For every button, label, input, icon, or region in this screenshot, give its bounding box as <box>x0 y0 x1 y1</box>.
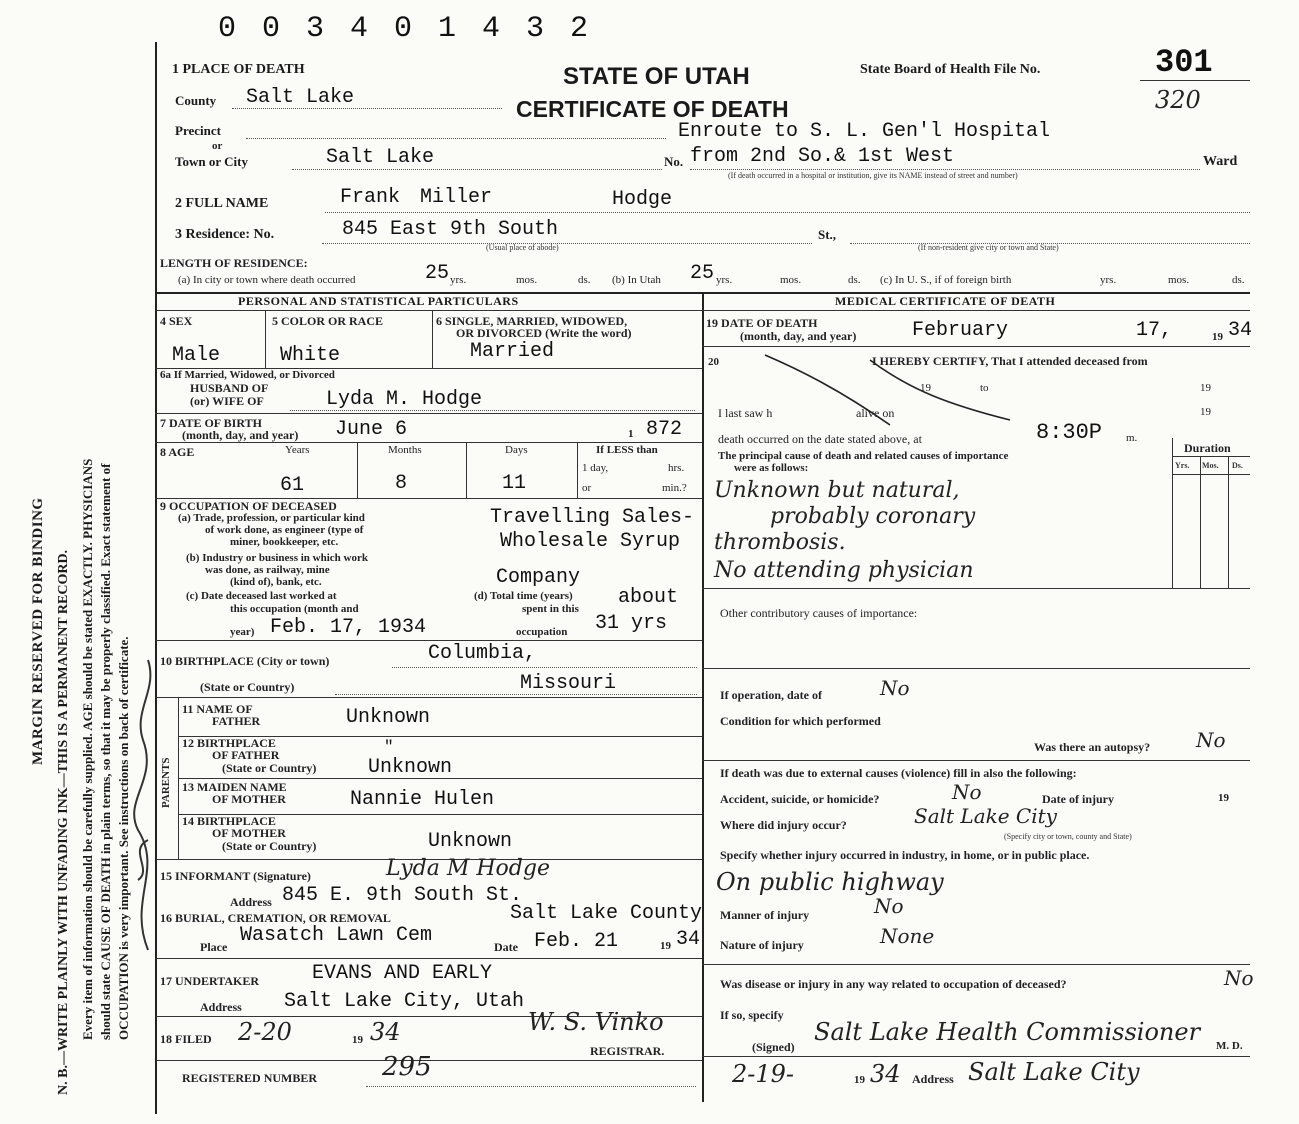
principal-cause-label-1: The principal cause of death and related causes of importance <box>718 450 1009 462</box>
informant-signature: Lyda M Hodge <box>386 856 550 881</box>
mother-label-2: OF MOTHER <box>212 792 286 806</box>
residence-label: 3 Residence: No. <box>175 227 275 242</box>
mother-birthplace-label-3: (State or Country) <box>222 839 317 853</box>
burial-label: 16 BURIAL, CREMATION, OR REMOVAL <box>160 911 391 925</box>
operation-label: If operation, date of <box>720 688 822 702</box>
nature-value: None <box>880 924 935 948</box>
time-of-death: 8:30P <box>1036 420 1103 445</box>
sign-year-prefix: 19 <box>854 1074 865 1086</box>
marital-label-1: 6 SINGLE, MARRIED, WIDOWED, <box>436 314 628 328</box>
autopsy-value: No <box>1196 728 1226 752</box>
town-value: Salt Lake <box>326 146 435 169</box>
dob-label-1: 7 DATE OF BIRTH <box>160 416 262 430</box>
specify-value: On public highway <box>716 868 944 896</box>
yrs-label-a: yrs. <box>450 274 467 286</box>
length-residence-c-label: (c) In U. S., if of foreign birth <box>880 274 1012 286</box>
length-residence-b-value: 25 <box>690 262 715 285</box>
occupation-d-value-1: about <box>618 586 679 609</box>
spouse-value: Lyda M. Hodge <box>326 388 483 411</box>
father-label-1: 11 NAME OF <box>182 702 253 716</box>
marital-label-2: OR DIVORCED (Write the word) <box>456 326 632 340</box>
county-label: County <box>175 93 217 108</box>
duration-yrs: Yrs. <box>1175 461 1190 470</box>
external-label: If death was due to external causes (violence) fill in also the following: <box>720 766 1077 780</box>
related-label: Was disease or injury in any way related to occupation of deceased? <box>720 977 1067 991</box>
age-years-value: 61 <box>280 474 305 497</box>
spouse-label-2: HUSBAND OF <box>190 381 269 395</box>
occupation-a-1: (a) Trade, profession, or particular kind <box>178 512 365 524</box>
margin-instruction-3: OCCUPATION is very important. See instructions on back of certificate. <box>116 636 131 1040</box>
filed-year-prefix: 19 <box>352 1034 363 1046</box>
occupation-b-value-1: Wholesale Syrup <box>500 530 681 553</box>
sign-address-label: Address <box>912 1072 954 1086</box>
date-of-injury-year: 19 <box>1218 792 1229 804</box>
residence-value: 845 East 9th South <box>342 218 559 241</box>
burial-year: 34 <box>676 928 701 951</box>
accident-value: No <box>952 780 982 804</box>
registered-number-value: 295 <box>382 1052 432 1082</box>
occupation-b-3: (kind of), bank, etc. <box>230 576 322 588</box>
burial-date: Feb. 21 <box>534 930 619 953</box>
residence-nonres-note: (If non-resident give city or town and State) <box>918 243 1059 252</box>
birthplace-label: 10 BIRTHPLACE (City or town) <box>160 654 330 668</box>
alive-on-year: 19 <box>1200 406 1211 418</box>
related-value: No <box>1224 966 1254 990</box>
age-days-label: Days <box>505 444 528 456</box>
mother-label-1: 13 MAIDEN NAME <box>182 780 287 794</box>
attended-to-label: to <box>980 382 989 394</box>
mother-birthplace-label-2: OF MOTHER <box>212 826 286 840</box>
residence-st-label: St., <box>818 227 837 242</box>
full-name-middle: Miller <box>420 186 493 209</box>
condition-label: Condition for which performed <box>720 714 881 728</box>
ward-label: Ward <box>1203 154 1238 169</box>
occupation-d-3: occupation <box>516 626 568 638</box>
last-saw-label: I last saw h <box>718 406 773 420</box>
or-label: or <box>212 140 223 152</box>
occupation-label: 9 OCCUPATION OF DECEASED <box>160 499 337 513</box>
undertaker-address-label: Address <box>200 1000 242 1014</box>
where-injury-label: Where did injury occur? <box>720 818 847 832</box>
sign-date: 2-19- <box>732 1060 795 1088</box>
cause-line-4: No attending physician <box>714 558 974 583</box>
manner-label: Manner of injury <box>720 908 810 922</box>
full-name-first: Frank <box>340 186 401 209</box>
personal-section-title: PERSONAL AND STATISTICAL PARTICULARS <box>238 294 519 308</box>
father-birthplace-value: Unknown <box>368 756 453 779</box>
birthplace-state: Missouri <box>520 672 617 695</box>
burial-date-label: Date <box>494 940 518 954</box>
father-birthplace-label-1: 12 BIRTHPLACE <box>182 736 276 750</box>
color-value: White <box>280 344 341 367</box>
margin-instruction-2: should state CAUSE OF DEATH in plain terms, so that it may be properly classified. Exact statement of <box>98 463 113 1040</box>
date-of-death-day: 17, <box>1136 319 1173 342</box>
occupation-d-2: spent in this <box>522 603 579 615</box>
duration-label: Duration <box>1184 441 1231 455</box>
occupation-a-2: of work done, as engineer (type of <box>205 524 364 536</box>
occupation-b-1: (b) Industry or business in which work <box>186 552 368 564</box>
attended-strike <box>760 350 1060 430</box>
dob-label-2: (month, day, and year) <box>182 428 299 442</box>
date-of-injury-label: Date of injury <box>1042 792 1114 806</box>
birthplace-city: Columbia, <box>428 642 537 665</box>
occupation-c-1: (c) Date deceased last worked at <box>186 590 337 602</box>
attended-to-year: 19 <box>1200 382 1211 394</box>
age-less-or: or <box>582 482 592 494</box>
age-days-value: 11 <box>502 472 527 495</box>
nature-label: Nature of injury <box>720 938 804 952</box>
burial-place: Wasatch Lawn Cem <box>240 924 433 947</box>
age-months-label: Months <box>388 444 422 456</box>
principal-cause-label-2: were as follows: <box>734 462 809 474</box>
parents-side-label: PARENTS <box>160 757 172 808</box>
mother-value: Nannie Hulen <box>350 788 495 811</box>
hospital-line-1: Enroute to S. L. Gen'l Hospital <box>678 120 1051 143</box>
full-name-label: 2 FULL NAME <box>175 196 269 211</box>
contributory-label: Other contributory causes of importance: <box>720 606 918 620</box>
occupation-c-value: Feb. 17, 1934 <box>270 616 427 639</box>
specify-label: Specify whether injury occurred in industry, in home, or in public place. <box>720 848 1090 862</box>
undertaker-name: EVANS AND EARLY <box>312 962 493 985</box>
date-of-death-label-2: (month, day, and year) <box>740 329 857 343</box>
registrar-signature: W. S. Vinko <box>528 1008 664 1036</box>
ds-label-b: ds. <box>848 274 861 286</box>
precinct-label: Precinct <box>175 123 221 138</box>
age-months-value: 8 <box>395 472 408 495</box>
ds-label-c: ds. <box>1232 274 1245 286</box>
certificate-title: CERTIFICATE OF DEATH <box>516 96 789 122</box>
town-label: Town or City <box>175 154 248 169</box>
manner-value: No <box>874 894 904 918</box>
occupation-a-3: miner, bookkeeper, etc. <box>230 536 339 548</box>
dob-year-prefix: 1 <box>628 428 634 440</box>
spouse-label-1: 6a If Married, Widowed, or Divorced <box>160 369 335 381</box>
length-residence-a-label: (a) In city or town where death occurred <box>178 274 356 286</box>
state-title: STATE OF UTAH <box>563 63 750 90</box>
file-no-value: 301 <box>1155 44 1213 81</box>
date-of-death-year-prefix: 19 <box>1212 331 1223 343</box>
length-residence-a-value: 25 <box>425 262 450 285</box>
date-of-death-year: 34 <box>1228 319 1253 342</box>
ds-label-a: ds. <box>578 274 591 286</box>
registrar-label: REGISTRAR. <box>590 1044 665 1058</box>
age-less-hrs: hrs. <box>668 462 685 474</box>
occupation-d-1: (d) Total time (years) <box>474 590 573 602</box>
dob-month-day: June 6 <box>335 418 408 441</box>
sex-value: Male <box>172 344 221 367</box>
length-residence-label: LENGTH OF RESIDENCE: <box>160 256 308 270</box>
sign-address-value: Salt Lake City <box>968 1058 1140 1086</box>
filed-label: 18 FILED <box>160 1032 212 1046</box>
occupation-c-3: year) <box>230 626 255 638</box>
occupation-a-value: Travelling Sales- <box>490 506 695 529</box>
margin-binding-text: MARGIN RESERVED FOR BINDING <box>30 497 46 765</box>
informant-address-label: Address <box>230 895 272 909</box>
burial-year-prefix: 19 <box>660 940 671 952</box>
undertaker-label: 17 UNDERTAKER <box>160 974 260 988</box>
color-label: 5 COLOR OR RACE <box>272 314 384 328</box>
alive-on-label: alive on <box>856 406 895 420</box>
occupation-b-value-2: Company <box>496 566 581 589</box>
mos-label-b: mos. <box>780 274 802 286</box>
father-birthplace-ditto: " <box>384 738 394 756</box>
date-of-death-label-1: 19 DATE OF DEATH <box>706 316 818 330</box>
document-number: 0 0 3 4 0 1 4 3 2 <box>218 12 593 46</box>
operation-value: No <box>880 676 910 700</box>
attended-from-year: 19 <box>920 382 931 394</box>
spouse-label-3: (or) WIFE OF <box>190 394 264 408</box>
age-less-label-1: If LESS than <box>596 444 658 456</box>
burial-place-label: Place <box>200 940 228 954</box>
registered-number-label: REGISTERED NUMBER <box>182 1071 318 1085</box>
time-m-label: m. <box>1126 432 1138 444</box>
medical-section-title: MEDICAL CERTIFICATE OF DEATH <box>835 294 1056 308</box>
informant-address: 845 E. 9th South St. <box>282 884 523 907</box>
hospital-note: (If death occurred in a hospital or institution, give its NAME instead of street and number) <box>728 171 1018 180</box>
father-label-2: FATHER <box>212 714 261 728</box>
certify-number: 20 <box>708 356 719 368</box>
sex-label: 4 SEX <box>160 314 193 328</box>
mother-birthplace-value: Unknown <box>428 830 513 853</box>
yrs-label-b: yrs. <box>716 274 733 286</box>
filed-date: 2-20 <box>238 1018 292 1046</box>
mos-label-c: mos. <box>1168 274 1190 286</box>
place-of-death-label: 1 PLACE OF DEATH <box>172 62 305 77</box>
cause-line-1: Unknown but natural, <box>714 478 960 503</box>
duration-mos: Mos. <box>1202 461 1219 470</box>
sign-year: 34 <box>870 1060 901 1088</box>
dob-year: 872 <box>646 418 683 441</box>
father-birthplace-label-3: (State or Country) <box>222 761 317 775</box>
md-label: M. D. <box>1216 1040 1243 1052</box>
duration-ds: Ds. <box>1232 461 1243 470</box>
occupation-c-2: this occupation (month and <box>230 603 359 615</box>
age-less-label-2: 1 day, <box>582 462 609 474</box>
father-value: Unknown <box>346 706 431 729</box>
where-injury-note: (Specify city or town, county and State) <box>1004 832 1132 841</box>
mother-birthplace-label-1: 14 BIRTHPLACE <box>182 814 276 828</box>
signed-label: (Signed) <box>752 1040 795 1054</box>
death-occurred-label: death occurred on the date stated above, at <box>718 432 922 446</box>
hospital-line-2: from 2nd So.& 1st West <box>690 145 955 168</box>
file-no-handwritten: 320 <box>1155 86 1201 114</box>
age-less-min: min.? <box>662 482 687 494</box>
mos-label-a: mos. <box>516 274 538 286</box>
informant-label: 15 INFORMANT (Signature) <box>160 869 311 883</box>
birthplace-state-label: (State or Country) <box>200 680 295 694</box>
margin-nb-text: N. B.—WRITE PLAINLY WITH UNFADING INK—THIS IS A PERMANENT RECORD. <box>56 549 71 1095</box>
where-injury-value: Salt Lake City <box>914 804 1057 828</box>
marital-value: Married <box>470 340 555 363</box>
age-label: 8 AGE <box>160 445 195 459</box>
physician-signature: Salt Lake Health Commissioner <box>814 1018 1201 1046</box>
date-of-death-month: February <box>912 319 1009 342</box>
form-left-border <box>155 42 157 1114</box>
file-no-label: State Board of Health File No. <box>860 62 1041 77</box>
burial-county: Salt Lake County <box>510 902 703 925</box>
full-name-last: Hodge <box>612 188 673 211</box>
certify-text: I HEREBY CERTIFY, That I attended deceased from <box>872 354 1148 368</box>
occupation-d-value-2: 31 yrs <box>595 612 668 635</box>
filed-year: 34 <box>370 1018 401 1046</box>
if-so-label: If so, specify <box>720 1008 784 1022</box>
occupation-b-2: was done, as railway, mine <box>205 564 330 576</box>
form-center-divider <box>702 292 704 1102</box>
father-birthplace-label-2: OF FATHER <box>212 748 280 762</box>
length-residence-b-label: (b) In Utah <box>612 274 661 286</box>
cause-line-2: probably coronary <box>770 504 976 529</box>
yrs-label-c: yrs. <box>1100 274 1117 286</box>
accident-label: Accident, suicide, or homicide? <box>720 792 880 806</box>
residence-abode-note: (Usual place of abode) <box>486 243 559 252</box>
no-label: No. <box>664 154 684 169</box>
autopsy-label: Was there an autopsy? <box>1034 740 1151 754</box>
margin-instruction-1: Every item of information should be carefully supplied. AGE should be stated EXACTLY. PHYSICIANS <box>80 458 95 1040</box>
county-value: Salt Lake <box>246 86 355 109</box>
cause-line-3: thrombosis. <box>714 530 846 555</box>
age-years-label: Years <box>285 444 310 456</box>
undertaker-address: Salt Lake City, Utah <box>284 990 525 1013</box>
